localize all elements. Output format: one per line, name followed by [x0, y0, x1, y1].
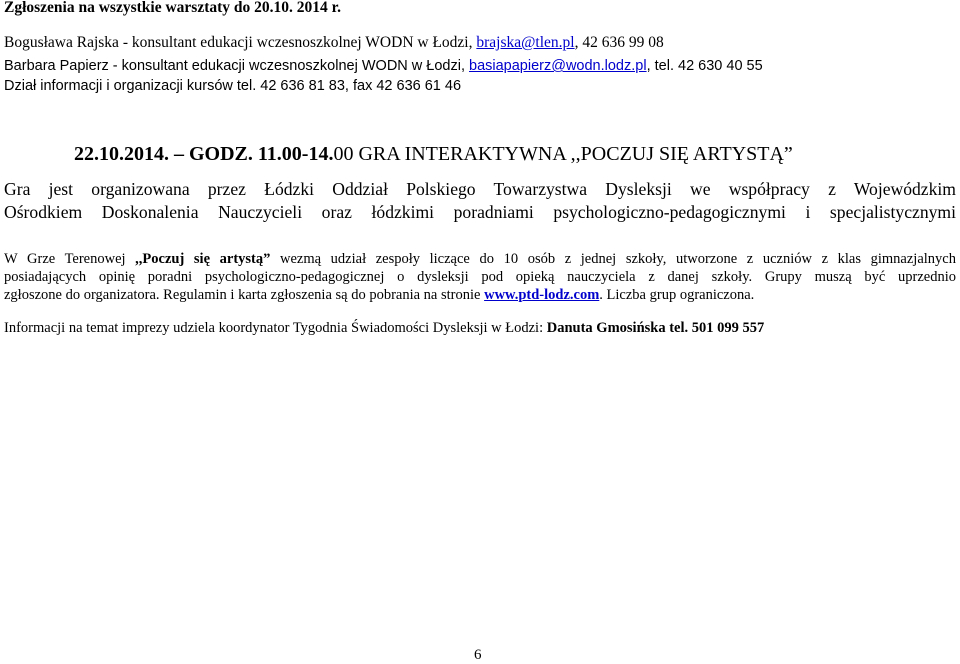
website-link[interactable]: www.ptd-lodz.com [484, 287, 600, 303]
contact-rajska-phone: , 42 636 99 08 [574, 34, 664, 51]
event-heading [74, 141, 793, 167]
event-time: GODZ. 11.00-14. [189, 143, 334, 165]
intro-paragraph [4, 178, 956, 224]
contact-rajska-text: Bogusława Rajska - konsultant edukacji wczesnoszkolnej WODN w Łodzi, [4, 34, 477, 51]
body-line-2: posiadających opinię poradni psychologiczno-pedagogicznej o dysleksji pod opieką nauczyciela z danej szkoły. Grupy muszą być uprzednio [4, 269, 956, 285]
contact-papierz-phone: , tel. 42 630 40 55 [646, 58, 763, 74]
event-title: 00 GRA INTERAKTYWNA ,,POCZUJ SIĘ ARTYSTĄ” [333, 143, 793, 165]
game-name: ,,Poczuj się artystą” [135, 251, 271, 267]
body-line-1-post: wezmą udział zespoły liczące do 10 osób z jednej szkoły, utworzone z uczniów z klas gimnazjalnych [270, 251, 956, 267]
email-link-rajska[interactable]: brajska@tlen.pl [476, 34, 575, 51]
intro-line-2: Ośrodkiem Doskonalenia Nauczycieli oraz łódzkimi poradniami psychologiczno-pedagogicznymi i specjalistycznymi [4, 202, 956, 222]
body-line-3-post: . Liczba grup ograniczona. [599, 287, 755, 303]
contact-papierz-text: Barbara Papierz - konsultant edukacji wczesnoszkolnej WODN w Łodzi, [4, 58, 470, 74]
body-line-3 [4, 286, 956, 304]
body-line-1 [4, 250, 956, 268]
contact-rajska [4, 33, 664, 53]
body-line-1-pre: W Grze Terenowej [4, 251, 136, 267]
event-date: 22.10.2014. [74, 143, 169, 165]
intro-line-1: Gra jest organizowana przez Łódzki Oddział Polskiego Towarzystwa Dysleksji we współpracy z Wojewódzkim [4, 179, 956, 199]
registration-deadline: Zgłoszenia na wszystkie warsztaty do 20.10. 2014 r. [4, 0, 341, 16]
contact-department: Dział informacji i organizacji kursów tel. 42 636 81 83, fax 42 636 61 46 [4, 78, 462, 94]
coordinator-info [4, 319, 956, 337]
body-line-3-pre: zgłoszone do organizatora. Regulamin i karta zgłoszenia są do pobrania na stronie [4, 287, 485, 303]
contact-papierz [4, 56, 763, 76]
page-number: 6 [474, 647, 482, 663]
coordinator-text: Informacji na temat imprezy udziela koordynator Tygodnia Świadomości Dysleksji w Łodzi: [4, 320, 547, 336]
event-dash: – [174, 143, 184, 165]
email-link-papierz[interactable]: basiapapierz@wodn.lodz.pl [469, 58, 647, 74]
body-paragraph [4, 250, 956, 304]
coordinator-contact: Danuta Gmosińska tel. 501 099 557 [546, 320, 765, 336]
